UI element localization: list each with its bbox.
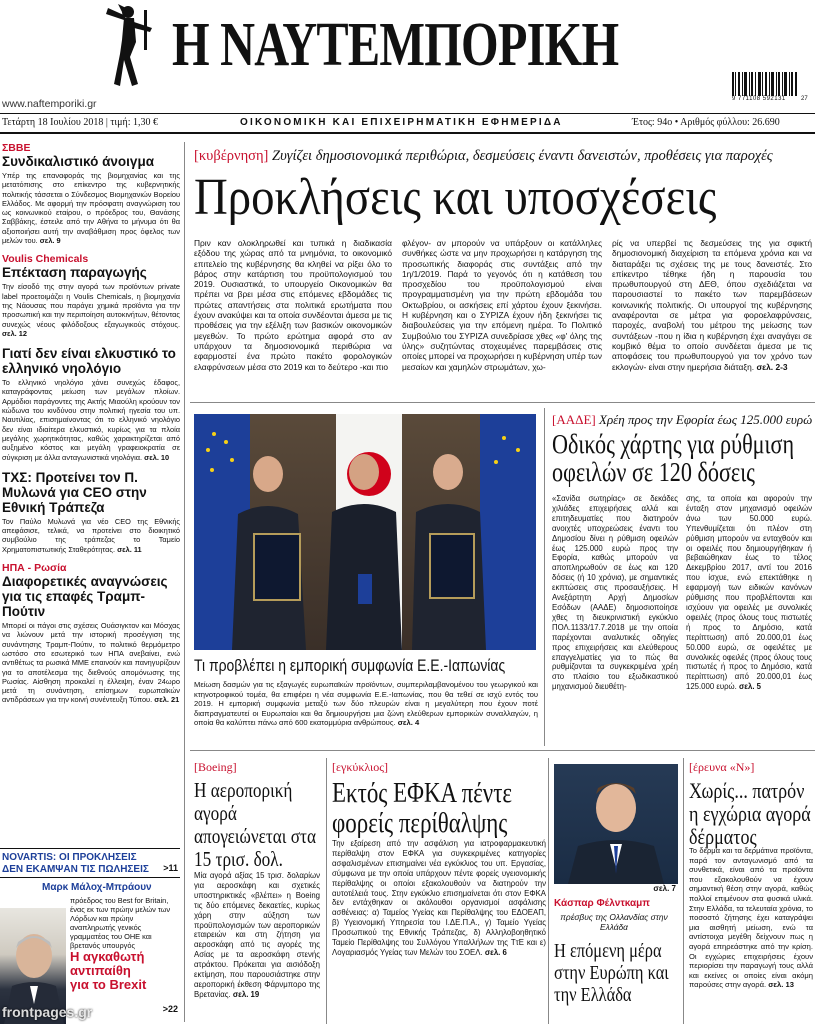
kasper-photo <box>554 764 678 884</box>
lead-column-3: ρίς να υπερβεί τις δεσμεύσεις της για σφικτή δημοσιονομική διαχείριση τα επόμενα χρόνια και να διαταράξει τις σχέσεις της με τους δανειστές. Στο επίκεντρο τέθηκε ήδη η παρουσία του πρωθυπουργού στη ΔΕΘ, όπου σχεδιάζεται να παρουσιαστεί το πακέτο των παρεμβάσεων κοινωνικής πολιτικής. Οι υπουργοί της κυβέρνησης αναφέρονται σε μέτρα για φοροελαφρύνσεις, παροχές, αναβολή του μέτρου της μείωσης των συντάξεων -που η ίδια η κυβέρνηση έχει αναγάγει σε κομβικό θέμα το οποίο συνδέεται άμεσα με τις αποφάσεις του πρωθυπουργού για τον χρόνο των εκλογών- είναι στην ημερήσια διάταξη. σελ. 2-3 <box>612 238 812 372</box>
lead-rule <box>190 402 815 403</box>
website[interactable]: www.naftemporiki.gr <box>2 98 97 110</box>
photo-story-body: Μείωση δασμών για τις εξαγωγές ευρωπαϊκών προϊόντων, συμπεριλαμβανομένου του γεωργικού και κτηνοτροφικού τομέα, θα επιφέρει η νέα συμφωνία Ε.Ε.-Ιαπωνίας, που θα τεθεί σε ισχύ εντός του 2019. Η εμπορική συμφωνία μεταξύ των δύο πλευρών είναι η μεγαλύτερη που έχουν ποτέ διαπραγματευτεί οι Ευρωπαίοι και θα δημιουργήσει μια ζώνη ελεύθερων εμπορικών συναλλαγών, η οποία θα καλύπτει πάνω από 600 εκατομμύρια ανθρώπους. σελ. 4 <box>194 680 538 728</box>
efka-divider <box>548 758 549 1024</box>
aade-deck: Χρέη προς την Εφορία έως 125.000 ευρώ <box>599 412 813 427</box>
sidebar-divider <box>184 142 185 1022</box>
aade-column-1: «Σανίδα σωτηρίας» σε δεκάδες χιλιάδες επιχειρήσεις αλλά και επιτηδευματίες που διατηρούν ανοιχτές υποχρεώσεις έναντι του Δημοσίου δίνει η ρύθμιση οφειλών έως 125.000 ευρώ προς την Εφορία, καθώς μπορούν να αποπληρωθούν σε έως και 120 δόσεις (ή 10 χρόνια), με σημαντικές εκπτώσεις στις προσαυξήσεις. Η Ανεξάρτητη Αρχή Δημοσίων Εσόδων (ΑΑΔΕ) δημοσιοποίησε χθες τη διευκρινιστική εγκύκλιο ΠΟΛ.1133/17.7.2018 με την οποία παρέχονται αναλυτικές οδηγίες προς επιχειρήσεις και ελεύθερους επαγγελματίες για το πώς θα ρυθμίζονται τα συγκεκριμένα χρέη στο πλαίσιο του εξωδικαστικού μηχανισμού διευθέτη- <box>552 494 678 692</box>
page-ref: σελ. 9 <box>39 236 61 246</box>
issue-info: Έτος: 94ο • Αριθμός φύλλου: 26.690 <box>632 117 780 128</box>
page-ref: σελ. 12 <box>2 328 28 338</box>
kasper-box[interactable] <box>552 760 680 1024</box>
sidebar-story[interactable] <box>2 470 180 554</box>
malloch-brown-body: πρόεδρος του Best for Britain, ένας εκ των πρώην μελών των Λόρδων και πρώην αναπληρωτής γενικός γραμματέας του ΟΗΕ και βρετανός υπουργός <box>70 896 171 950</box>
novartis-text: NOVARTIS: ΟΙ ΠΡΟΚΛΗΣΕΙΣ ΔΕΝ ΕΚΑΜΨΑΝ ΤΙΣ ΠΩΛΗΣΕΙΣ <box>2 852 149 875</box>
malloch-brown-ref: >22 <box>162 1004 178 1014</box>
eu-japan-photo[interactable] <box>194 414 536 650</box>
frontpages-watermark: frontpages.gr <box>2 1004 93 1020</box>
boeing-story[interactable] <box>194 760 320 1000</box>
novartis-ref: >11 <box>163 863 178 873</box>
page-ref: σελ. 13 <box>768 980 794 990</box>
barcode-suffix: 27 <box>801 96 808 102</box>
sidebar-story[interactable] <box>2 253 180 338</box>
sidebar-headline: ΤΧΣ: Προτείνει τον Π. Μυλωνά για CEO στην Εθνική Τράπεζα <box>2 469 147 515</box>
boeing-kicker: [Boeing] <box>194 760 237 774</box>
lead-deck-line <box>194 148 814 165</box>
sidebar <box>2 142 180 711</box>
kasper-divider <box>683 758 684 1024</box>
barcode-number: 9 771108 592131 <box>732 96 786 102</box>
novartis-teaser[interactable] <box>0 848 180 878</box>
sidebar-headline: Επέκταση παραγωγής <box>2 265 147 281</box>
sidebar-body: Τον Παύλο Μυλωνά για νέο CEO της Εθνικής απεφάσισε, τελικά, να προτείνει στο διοικητικό συμβούλιο της τράπεζας το Ταμείο Χρηματοπιστωτικής Σταθερότητας. <box>2 516 180 554</box>
leather-kicker: [έρευνα «Ν»] <box>689 760 755 774</box>
sidebar-body: Την είσοδό της στην αγορά των προϊόντων private label προετοιμάζει η Voulis Chemicals, η βιομηχανία της Νάουσας που παράγει χημικά προϊόντα για την προσωπική και την περιποίηση αυτοκινήτων, θέτοντας συνεχώς νέους φιλόδοξους εξαγωγικούς στόχους. <box>2 282 180 329</box>
lead-column-1: Πριν καν ολοκληρωθεί και τυπικά η διαδικασία εξόδου της χώρας από τα μνημόνια, το οικονομικό επιτελείο της κυβέρνησης θα κληθεί να ρίξει όλο το βάρος στην κατάρτιση του προϋπολογισμού του 2019. Ουσιαστικά, το υπουργείο Οικονομικών θα πρέπει να βρει μέσα στις επόμενες εβδομάδες τις πρώτες απαντήσεις στα πολιτικά ερωτήματα που έχουν ανακύψει και τα οποία συνδέονται άμεσα με τις προθέσεις για την εξέλιξη των βασικών οικονομικών μεγεθών. Το πρώτο ερώτημα αφορά στο αν υπάρχουν τα δημοσιονομικά περιθώρια να εφαρμοστεί ένα πρώτο πακέτο φορολογικών ελαφρύνσεων μέσα στο 2019 και το δεύτερο -και πιο <box>194 238 392 372</box>
page-ref: σελ. 19 <box>232 989 260 999</box>
leather-body: Το δέρμα και τα δερμάτινα προϊόντα, παρά τον ανταγωνισμό από τα συνθετικά, είναι από τα προϊόντα που εξακολουθούν να έχουν σημαντική θέση στην αγορά, καθώς πολλοί επιμένουν στα φυσικά υλικά. Στην Ελλάδα, τα τελευταία χρόνια, το ποσοστό ζήτησης έχει καταγράψει μια αισθητή μείωση, ενώ τα αντίστοιχα μεγέθη δείχνουν πως η αγορά επηρεάστηκε από την κρίση. Οι εγχώριες επιχειρήσεις έχουν περιορίσει την παραγωγή τους αλλά και εκείνες οι οποίες είναι ακόμη παρούσες στην αγορά. <box>689 846 813 990</box>
page-ref: σελ. 21 <box>154 695 180 705</box>
boeing-body: Μία αγορά αξίας 15 τρισ. δολαρίων για αεροσκάφη και σχετικές υποστηρικτικές «βλέπει» η Boeing τις δύο επόμενες δεκαετίες, κυρίως χάρη στην αύξηση των προϋπολογισμών των αεροπορικών εταιρειών και στη ζήτηση για αεροσκάφη από τις αγορές της Ασίας με τα αεροσκάφη στενής ατράκτου. Πρόκειται για αισιόδοξη εκτίμηση, που παρουσιάστηκε στην αεροπορική έκθεση Φάρνμπορο της Βρετανίας. <box>194 871 320 999</box>
page-ref: σελ. 6 <box>484 947 507 957</box>
aade-kicker: [ΑΑΔΕ] <box>552 412 596 427</box>
malloch-brown-name: Μαρκ Μάλοχ-Μπράουν <box>42 882 152 893</box>
page-ref: σελ. 11 <box>117 544 142 554</box>
kasper-quote: Η επόμενη μέρα στην Ευρώπη και την Ελλάδα <box>554 940 669 1006</box>
malloch-brown-box[interactable] <box>0 880 180 1024</box>
aade-headline[interactable]: Οδικός χάρτης για ρύθμιση οφειλών σε 120 δόσεις <box>552 429 795 487</box>
page-ref: σελ. 5 <box>738 682 761 692</box>
sidebar-kicker: Voulis Chemicals <box>2 253 89 266</box>
aade-column-2: σης, τα οποία και αφορούν την ένταξη στον μηχανισμό οφειλών άνω των 50.000 ευρώ. Υπενθυμίζεται ότι πλέον στη ρύθμιση μπορούν να ενταχθούν και οι οφειλές που δημιουργήθηκαν ή βεβαιώθηκαν έως το τέλος Δεκεμβρίου 2017, αντί του 2016 που ίσχυε, ενώ επεκτάθηκε η εφαρμογή των ειδικών κανόνων ρύθμισης που προβλέπονται και ισχύουν για οφειλές με συνολικές οφειλές (προς όλους τους πιστωτές ή προς το Δημόσιο, κατά περίπτωση) από 20.000,01 έως 50.000 ευρώ, σε οφειλέτες με συνολικές οφειλές (προς όλους τους πιστωτές ή προς το Δημόσιο, κατά περίπτωση) από 20.000,01 έως 125.000 ευρώ. σελ. 5 <box>686 494 812 692</box>
aade-divider <box>544 408 545 746</box>
bottom-section-rule <box>190 750 815 751</box>
masthead-rule-top <box>0 113 815 114</box>
sidebar-body: Μπορεί οι πάγοι στις σχέσεις Ουάσιγκτον και Μόσχας να λιώνουν μετά την ιστορική προσέγγιση της συνάντησης Τραμπ-Πούτιν, το πολιτικό θερμόμετρο ωστόσο στο εσωτερικό των ΗΠΑ ανεβαίνει, ενώ αντιθέτως τα ρωσικά ΜΜΕ επαινούν και πανηγυρίζουν για το αποτέλεσμα της διεθνούς απομόνωσης της Ρωσίας. Αίσθηση προκαλεί η έλλειψη, έναν 24ωρο μετά τη συνάντηση, επίσημων ευρωπαϊκών αντιδράσεων για την κοινή συνέντευξη Τύπου. <box>2 621 180 705</box>
masthead-rule-bottom <box>0 132 815 134</box>
masthead-title: Η ΝΑΥΤΕΜΠΟΡΙΚΗ <box>172 11 619 79</box>
lead-headline[interactable]: Προκλήσεις και υποσχέσεις <box>194 169 717 226</box>
sidebar-body: Το ελληνικό νηολόγιο χάνει συνεχώς έδαφος, καταγράφοντας μείωση των μεγάλων πλοίων. Αρμόδιοι παράγοντες της Ακτής Μιαούλη κρούουν τον κώδωνα του κινδύνου στην πολιτική ηγεσία του υπ. Ναυτιλίας, επισημαίνοντας ότι το ελληνικό νηολόγιο δεν είναι ιδιαίτερα ελκυστικό, κυρίως για τα πλοία μεγάλης χωρητικότητας, καθώς χαρακτηρίζεται από αυξημένο κόστος και μεγάλη γραφειοκρατία σε σύγκριση με άλλα ανταγωνιστικά νηολόγια. <box>2 378 180 462</box>
sidebar-story[interactable] <box>2 562 180 705</box>
sidebar-kicker: ΣΒΒΕ <box>2 142 31 154</box>
page-ref: σελ. 4 <box>397 718 420 728</box>
boeing-divider <box>326 758 327 1024</box>
kasper-name: Κάσπαρ Φέλντκαμπ <box>554 898 650 909</box>
photo-story-caption[interactable]: Τι προβλέπει η εμπορική συμφωνία Ε.Ε.-Ιαπωνίας <box>194 656 506 675</box>
lead-column-2: φλέγον- αν μπορούν να υπάρξουν οι κατάλληλες συνθήκες ώστε να μην προχωρήσει η κατάργηση της προσωπικής διαφοράς στις συντάξεις από την 1η/1/2019. Παρά το γεγονός ότι η κατάθεση του προσχεδίου του προϋπολογισμού είναι προγραμματισμένη για την πρώτη εβδομάδα του Οκτωβρίου, οι ασκήσεις επί χάρτου έχουν ξεκινήσει. Η κυβέρνηση και ο ΣΥΡΙΖΑ έχουν ήδη ξεκινήσει τις διαβουλεύσεις για την επόμενη ημέρα. Το Πολιτικό Συμβούλιο του ΣΥΡΙΖΑ συνεδρίασε χθες «φ' όλης της ύλης» συζητώντας στοχευμένες παρεμβάσεις στις οποίες μπορεί να προχωρήσει η κυβέρνηση υπέρ των μεσαίων και χαμηλών στρωμάτων, χω- <box>402 238 602 372</box>
aade-deck-line <box>552 412 814 428</box>
sidebar-headline: Γιατί δεν είναι ελκυστικό το ελληνικό νηολόγιο <box>2 346 176 377</box>
lead-deck: Ζυγίζει δημοσιονομικά περιθώρια, δεσμεύσεις έναντι δανειστών, προθέσεις για παροχές <box>272 148 773 164</box>
boeing-headline: Η αεροπορική αγορά απογειώνεται στα 15 τρισ. δολ. <box>194 778 316 871</box>
efka-story[interactable] <box>332 760 546 958</box>
efka-headline: Εκτός ΕΦΚΑ πέντε φορείς περίθαλψης <box>332 778 513 839</box>
sidebar-headline: Συνδικαλιστικό άνοιγμα <box>2 154 155 169</box>
masthead-subtitle: ΟΙΚΟΝΟΜΙΚΗ ΚΑΙ ΕΠΙΧΕΙΡΗΜΑΤΙΚΗ ΕΦΗΜΕΡΙΔΑ <box>240 117 563 128</box>
leather-headline: Χωρίς... πατρόν η εγχώρια αγορά δέρματος <box>689 778 811 849</box>
leather-story[interactable] <box>689 760 813 990</box>
hermes-logo <box>100 2 158 92</box>
lead-kicker: [κυβέρνηση] <box>194 148 269 164</box>
page-ref: σελ. 2-3 <box>756 361 788 372</box>
malloch-brown-quote: Η αγκαθωτή αντιπαίθη για το Brexit <box>70 949 147 992</box>
date-price: Τετάρτη 18 Ιουλίου 2018 | τιμή: 1,30 € <box>2 117 158 128</box>
efka-kicker: [εγκύκλιος] <box>332 760 389 774</box>
page-ref: σελ. 10 <box>144 452 170 462</box>
sidebar-story[interactable] <box>2 142 180 245</box>
sidebar-body: Υπέρ της επαναφοράς της βιομηχανίας και της μετατόπισης στο επίκεντρο της κυβερνητικής πολιτικής τάσσεται ο Σύνδεσμος Βιομηχανιών Βορείου Ελλάδος. Με αφορμή την πρόσφατη αναγνώριση του ως κοινωνικού εταίρου, ο πρόεδρος του, Θανάσης Σαββάκης, έστειλε από την Αθήνα το μήνυμα ότι θα αξιοποιήσει αυτή την αναβάθμιση προς όφελος των μελών του. <box>2 171 180 246</box>
kasper-role: πρέσβυς της Ολλανδίας στην Ελλάδα <box>560 912 668 932</box>
sidebar-story[interactable] <box>2 346 180 462</box>
sidebar-kicker: ΗΠΑ - Ρωσία <box>2 562 67 575</box>
kasper-photo-ref: σελ. 7 <box>653 884 676 893</box>
efka-body: Την εξαίρεση από την ασφάλιση για ιατροφαρμακευτική περίθαλψη στον ΕΦΚΑ για συγκεκριμένες κατηγορίες ασφαλισμένων επισημαίνει νέα εγκύκλιος του υπ. Εργασίας, σύμφωνα με την οποία υπάρχουν πέντε φορείς υγειονομικής περίθαλψης οι οποίοι εξακολουθούν να διατηρούν την αυτοτέλειά τους. Στην εγκύκλιο επισημαίνεται ότι στον ΕΦΚΑ δεν εντάχθηκαν οι ακόλουθοι οργανισμοί ασφάλισης ασθένειας: α) Ταμείος Υγείας και Περίθαλψης του ΕΔΟΕΑΠ, β) Υγειονομική Υπηρεσία του Ι.ΔΕ.Π.Α., γ) Ταμείο Υγείας Προσωπικού της Εθνικής Τράπεζας, δ) Αλληλοβοηθητικό Ταμείο Περίθαλψης του Συλλόγου Υπαλλήλων της ΤτΕ και ε) Λογαριασμός Υγείας των Μελών του ΣΟΕΛ. <box>332 839 546 957</box>
sidebar-headline: Διαφορετικές αναγνώσεις για τις επαφές Τραμπ-Πούτιν <box>2 574 168 620</box>
